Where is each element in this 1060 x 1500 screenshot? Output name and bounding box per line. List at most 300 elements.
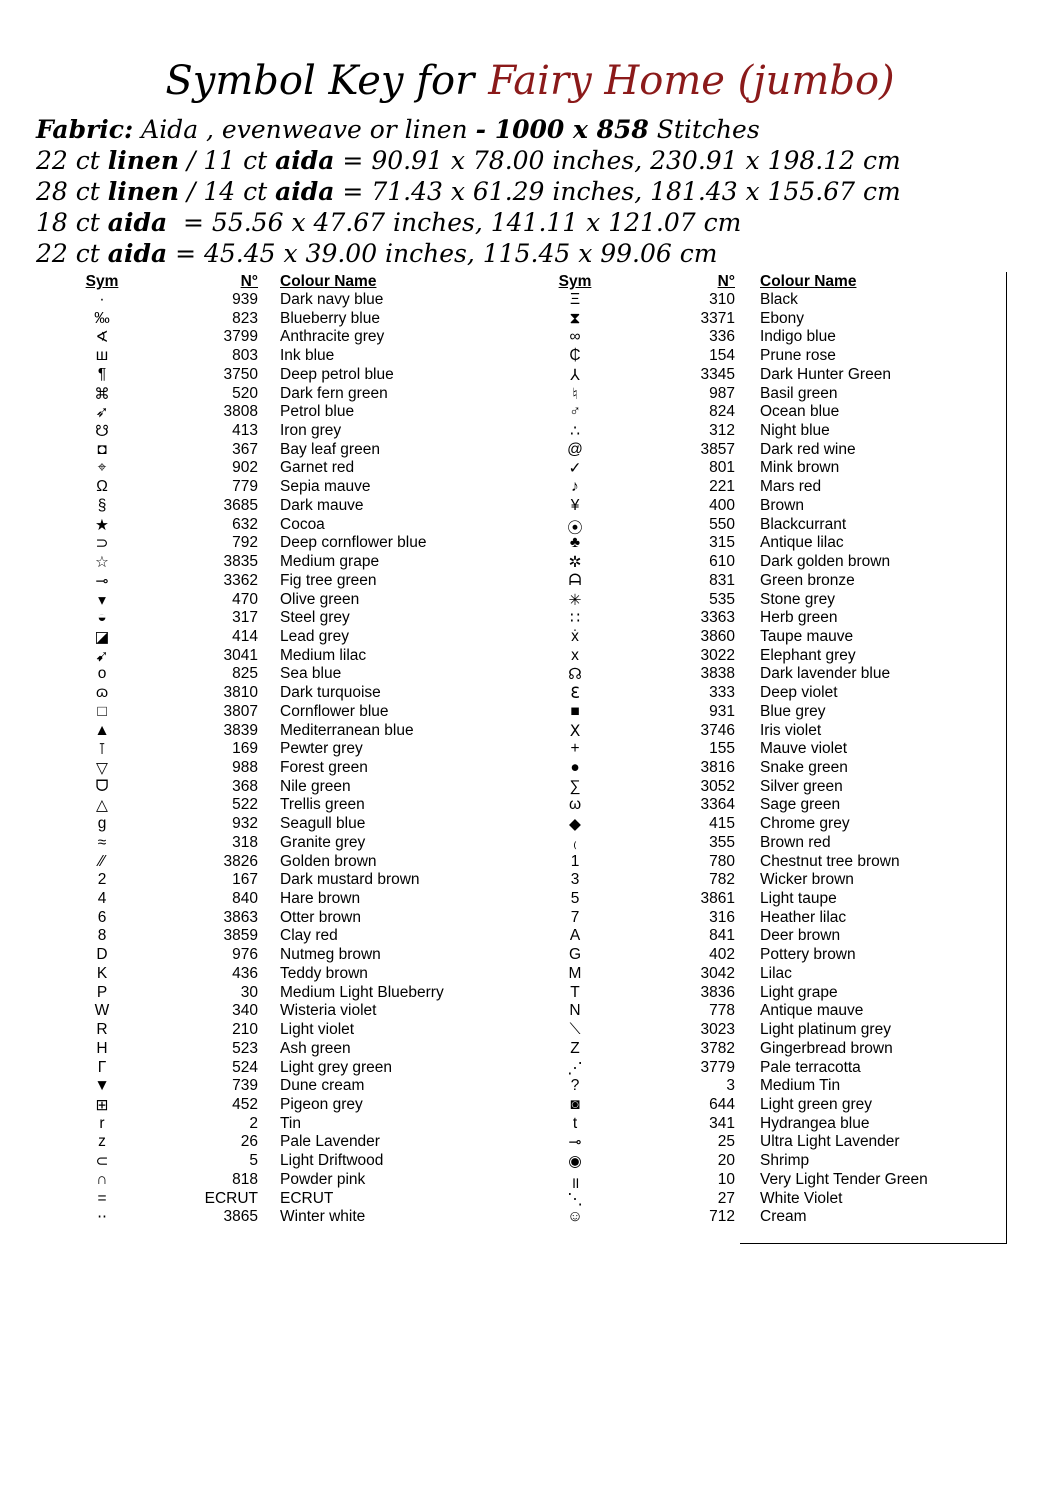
left-colour-name: Powder pink	[280, 1170, 366, 1188]
right-colour-name: Dark Hunter Green	[760, 365, 891, 383]
right-colour-name: Chrome grey	[760, 815, 850, 833]
left-colour-name: Dune cream	[280, 1077, 365, 1095]
right-thread-number: 931	[709, 702, 735, 720]
left-thread-number: 3839	[223, 721, 258, 739]
right-symbol: ♪	[571, 478, 579, 496]
left-colour-name: Cornflower blue	[280, 702, 389, 720]
left-thread-number: 825	[232, 665, 258, 683]
left-symbol: ⌖	[97, 459, 107, 477]
left-thread-number: 3810	[223, 684, 258, 702]
left-colour-name: Ink blue	[280, 347, 335, 365]
left-symbol: 2	[97, 871, 107, 889]
size-count: 28 ct	[36, 177, 108, 206]
right-colour-name: Dark red wine	[760, 440, 856, 458]
size-count: 22 ct	[36, 239, 108, 268]
right-colour-name: Mink brown	[760, 459, 840, 477]
right-symbol: @	[567, 440, 583, 458]
left-colour-name: ECRUT	[280, 1189, 334, 1207]
right-colour-name: Prune rose	[760, 347, 836, 365]
right-colour-name: Gingerbread brown	[760, 1039, 893, 1057]
right-thread-number: 780	[709, 852, 735, 870]
left-colour-name: Nutmeg brown	[280, 946, 381, 964]
right-symbol: 7	[570, 908, 580, 926]
left-thread-number: 26	[240, 1133, 258, 1151]
left-colour-name: Light Driftwood	[280, 1152, 384, 1170]
left-thread-number: 210	[232, 1021, 258, 1039]
right-colour-name: Snake green	[760, 759, 848, 776]
size-fabric: aida	[275, 146, 335, 175]
right-colour-name: Indigo blue	[760, 328, 836, 346]
right-colour-name: Herb green	[760, 609, 838, 627]
left-thread-number: 413	[232, 422, 258, 440]
left-symbol: 4	[97, 890, 107, 908]
left-thread-number: 169	[232, 740, 258, 758]
right-thread-number: 3042	[700, 964, 735, 982]
left-colour-name: Granite grey	[280, 833, 366, 851]
left-colour-name: Olive green	[280, 590, 360, 608]
left-thread-number: 524	[232, 1058, 258, 1076]
title-prefix: Symbol Key for	[165, 58, 475, 104]
left-thread-number: 976	[232, 946, 258, 964]
left-colour-name: Steel grey	[280, 609, 350, 627]
left-thread-number: 632	[232, 515, 258, 533]
right-thread-number: 3	[726, 1077, 735, 1095]
right-thread-number: 801	[709, 459, 735, 477]
right-header-sym: Sym	[558, 273, 592, 290]
left-thread-number: 523	[232, 1039, 258, 1057]
right-header-num: N°	[717, 273, 735, 290]
right-colour-name: Brown	[760, 496, 804, 514]
left-thread-number: 818	[232, 1170, 258, 1188]
left-colour-name: Otter brown	[280, 908, 361, 926]
left-header-colour-name: Colour Name	[280, 273, 377, 290]
left-thread-number: 522	[232, 796, 258, 814]
left-colour-name: Petrol blue	[280, 403, 355, 421]
right-thread-number: 778	[709, 1002, 735, 1020]
right-thread-number: 3857	[700, 440, 735, 458]
right-colour-name: Very Light Tender Green	[760, 1170, 928, 1188]
right-colour-name: Night blue	[760, 422, 830, 440]
left-colour-name: Deep cornflower blue	[280, 534, 427, 552]
left-colour-name: Dark mauve	[280, 496, 364, 514]
right-symbol: ᗩ	[568, 571, 582, 589]
right-colour-name: Iris violet	[760, 721, 822, 739]
left-symbol: ◘	[97, 440, 107, 458]
left-thread-number: ECRUT	[204, 1189, 258, 1207]
right-thread-number: 3363	[700, 609, 735, 627]
right-thread-number: 535	[709, 590, 735, 608]
left-symbol: △	[96, 797, 108, 815]
left-colour-name: Iron grey	[280, 422, 342, 440]
left-symbol: ☋	[95, 423, 109, 441]
right-thread-number: 402	[709, 946, 735, 964]
left-symbol: ➶	[95, 404, 109, 422]
table-right-border	[1006, 272, 1007, 1244]
left-symbol: ◒	[97, 609, 107, 627]
right-colour-name: Blackcurrant	[760, 515, 847, 533]
right-symbol: ∞	[569, 328, 581, 346]
size-fabric: aida	[107, 239, 168, 268]
left-symbol: ▲	[94, 721, 110, 739]
left-symbol: =	[97, 1189, 107, 1207]
right-thread-number: 355	[709, 833, 735, 851]
left-thread-number: 30	[240, 983, 258, 1001]
left-thread-number: 414	[232, 627, 258, 645]
left-colour-name: Nile green	[280, 777, 351, 795]
left-symbol: ➹	[95, 647, 109, 665]
right-symbol: ◉	[568, 1153, 582, 1171]
right-thread-number: 3779	[700, 1058, 735, 1076]
left-thread-number: 2	[249, 1114, 258, 1132]
right-colour-name: Cream	[760, 1208, 807, 1226]
stitches-label: Stitches	[648, 115, 760, 144]
right-symbol: t	[572, 1114, 578, 1132]
left-colour-name: Medium Light Blueberry	[280, 983, 444, 1001]
right-symbol: x	[571, 646, 579, 664]
left-colour-name: Blueberry blue	[280, 309, 380, 327]
right-colour-name: Mauve violet	[760, 740, 848, 758]
right-symbol: ✳	[568, 591, 582, 609]
left-colour-name: Clay red	[280, 927, 338, 945]
left-symbol: ★	[95, 516, 109, 534]
left-symbol: H	[96, 1039, 108, 1057]
left-symbol: ⊃	[95, 535, 109, 553]
right-symbol: ♮	[572, 385, 578, 403]
left-colour-name: Hare brown	[280, 890, 361, 908]
right-colour-name: Sage green	[760, 796, 841, 814]
left-thread-number: 367	[232, 440, 258, 458]
right-symbol: Ⅹ	[569, 722, 581, 740]
left-thread-number: 823	[232, 309, 258, 327]
right-symbol: ॥	[570, 1174, 580, 1192]
right-colour-name: Light platinum grey	[760, 1021, 891, 1039]
right-thread-number: 400	[709, 496, 735, 514]
stitch-count: 1000 x 858	[494, 115, 649, 144]
right-thread-number: 3836	[700, 983, 735, 1001]
right-symbol: ω	[568, 796, 582, 814]
right-thread-number: 550	[709, 515, 735, 533]
right-thread-number: 10	[717, 1170, 735, 1188]
left-thread-number: 317	[232, 609, 258, 627]
left-symbol: ⌘	[94, 385, 110, 403]
left-symbol: Ω	[96, 478, 108, 496]
size-count: / 11 ct	[179, 146, 276, 175]
right-thread-number: 712	[709, 1208, 735, 1226]
left-symbol: ▾	[98, 591, 106, 609]
right-colour-name: Basil green	[760, 384, 838, 402]
left-symbol: ⊞	[95, 1096, 109, 1114]
left-thread-number: 779	[232, 478, 258, 496]
left-symbol: ⊂	[95, 1153, 109, 1171]
left-thread-number: 3863	[223, 908, 258, 926]
fabric-dash: -	[475, 115, 495, 144]
left-colour-name: Ash green	[280, 1039, 351, 1057]
page-title	[0, 58, 1060, 104]
left-thread-number: 436	[232, 964, 258, 982]
left-colour-name: Fig tree green	[280, 571, 377, 589]
right-colour-name: Lilac	[760, 964, 792, 982]
left-symbol: r	[99, 1114, 105, 1132]
right-colour-name: Blue grey	[760, 702, 826, 720]
left-symbol: o	[97, 665, 107, 683]
right-colour-name: Taupe mauve	[760, 627, 854, 645]
right-thread-number: 154	[709, 347, 735, 365]
size-count: 22 ct	[36, 146, 108, 175]
right-colour-name: Silver green	[760, 777, 843, 795]
right-colour-name: Pottery brown	[760, 946, 856, 964]
size-count: 18 ct	[36, 208, 108, 237]
left-symbol: K	[96, 964, 108, 982]
right-symbol: ✓	[568, 460, 582, 478]
right-thread-number: 3782	[700, 1039, 735, 1057]
left-colour-name: Lead grey	[280, 627, 349, 645]
right-thread-number: 315	[709, 534, 735, 552]
left-thread-number: 368	[232, 777, 258, 795]
size-count: / 14 ct	[179, 177, 276, 206]
right-thread-number: 333	[709, 684, 735, 702]
right-thread-number: 782	[709, 871, 735, 889]
size-line-18ct-aida	[36, 207, 901, 238]
left-symbol: ▽	[96, 760, 108, 777]
right-symbol: ◆	[569, 816, 581, 834]
left-thread-number: 932	[232, 815, 258, 833]
left-symbol: 8	[97, 927, 107, 945]
left-symbol: ⊺	[97, 741, 107, 759]
size-dimensions: = 90.91 x 78.00 inches, 230.91 x 198.12 cm	[334, 146, 901, 175]
size-line-22ct-aida	[36, 238, 901, 269]
right-colour-name: Light green grey	[760, 1095, 873, 1113]
right-symbol: ∷	[570, 610, 580, 628]
left-colour-name: Wisteria violet	[280, 1002, 377, 1020]
right-thread-number: 3371	[700, 309, 735, 327]
right-thread-number: 310	[709, 291, 735, 308]
left-symbol: ·	[99, 291, 105, 308]
right-thread-number: 610	[709, 553, 735, 571]
right-symbol: A	[569, 927, 581, 945]
left-colour-name: Light grey green	[280, 1058, 393, 1076]
left-symbol: ☆	[95, 554, 109, 572]
left-thread-number: 520	[232, 384, 258, 402]
right-symbol: ⋰	[567, 1059, 583, 1077]
right-symbol: G	[568, 946, 582, 964]
right-symbol: ⅄	[570, 366, 580, 384]
right-symbol: +	[570, 740, 580, 758]
right-symbol: 3	[570, 871, 580, 889]
right-thread-number: 3746	[700, 721, 735, 739]
right-colour-name: Ultra Light Lavender	[760, 1133, 900, 1151]
left-colour-name: Tin	[280, 1114, 301, 1132]
left-thread-number: 3807	[223, 702, 258, 720]
left-colour-name: Sea blue	[280, 665, 342, 683]
right-colour-name: Ocean blue	[760, 403, 840, 421]
right-colour-name: Ebony	[760, 309, 804, 327]
left-thread-number: 5	[249, 1152, 258, 1170]
left-colour-name: Light violet	[280, 1021, 355, 1039]
right-thread-number: 3052	[700, 777, 735, 795]
right-symbol: ⋱	[567, 1190, 583, 1208]
right-thread-number: 20	[717, 1152, 735, 1170]
right-thread-number: 316	[709, 908, 735, 926]
right-colour-name: Medium Tin	[760, 1077, 841, 1095]
left-thread-number: 470	[232, 590, 258, 608]
fabric-line	[36, 114, 901, 145]
right-thread-number: 27	[717, 1189, 735, 1207]
right-thread-number: 831	[709, 571, 735, 589]
left-colour-name: Winter white	[280, 1208, 366, 1226]
right-thread-number: 3023	[700, 1021, 735, 1039]
right-symbol: ⧗	[569, 309, 581, 327]
left-thread-number: 3799	[223, 328, 258, 346]
left-symbol: ⁄⁄	[99, 852, 105, 870]
left-thread-number: 3865	[223, 1208, 258, 1226]
right-symbol: 1	[570, 852, 580, 870]
left-symbol: ∢	[95, 329, 109, 347]
right-colour-name: Wicker brown	[760, 871, 854, 889]
table-bottom-border	[740, 1243, 1007, 1244]
left-thread-number: 3041	[223, 646, 258, 664]
left-colour-name: Teddy brown	[280, 964, 368, 982]
left-colour-name: Garnet red	[280, 459, 355, 477]
left-thread-number: 452	[232, 1095, 258, 1113]
right-thread-number: 987	[709, 384, 735, 402]
right-thread-number: 415	[709, 815, 735, 833]
right-symbol: ℇ	[570, 685, 580, 703]
left-colour-name: Dark fern green	[280, 384, 388, 402]
right-thread-number: 3861	[700, 890, 735, 908]
left-colour-name: Sepia mauve	[280, 478, 371, 496]
left-symbol: ≈	[97, 833, 107, 851]
right-symbol: 5	[570, 890, 580, 908]
left-symbol: ɷ	[95, 684, 109, 702]
right-colour-name: Hydrangea blue	[760, 1114, 870, 1132]
left-colour-name: Cocoa	[280, 515, 325, 533]
right-colour-name: Light grape	[760, 983, 838, 1001]
left-thread-number: 792	[232, 534, 258, 552]
right-thread-number: 221	[709, 478, 735, 496]
left-header-sym: Sym	[85, 273, 119, 290]
right-colour-name: Elephant grey	[760, 646, 856, 664]
right-symbol: ●	[570, 759, 580, 776]
right-colour-name: Deer brown	[760, 927, 841, 945]
left-thread-number: 3362	[223, 571, 258, 589]
right-symbol: ¥	[570, 496, 580, 514]
right-colour-name: Black	[760, 291, 798, 308]
left-header-num: N°	[240, 273, 258, 290]
right-symbol: T	[570, 983, 580, 1001]
right-symbol: ⊸	[568, 1134, 582, 1152]
right-colour-name: White Violet	[760, 1189, 843, 1207]
size-dimensions: = 55.56 x 47.67 inches, 141.11 x 121.07 cm	[167, 208, 742, 237]
left-colour-name: Pale Lavender	[280, 1133, 380, 1151]
left-thread-number: 3859	[223, 927, 258, 945]
right-symbol: ♣	[569, 534, 581, 552]
right-thread-number: 336	[709, 328, 735, 346]
left-thread-number: 3835	[223, 553, 258, 571]
fabric-label: Fabric:	[36, 115, 134, 144]
left-colour-name: Golden brown	[280, 852, 377, 870]
left-thread-number: 840	[232, 890, 258, 908]
right-symbol: ◙	[570, 1095, 580, 1113]
left-colour-name: Dark turquoise	[280, 684, 381, 702]
right-thread-number: 3860	[700, 627, 735, 645]
left-thread-number: 939	[232, 291, 258, 308]
left-colour-name: Forest green	[280, 759, 368, 776]
left-thread-number: 340	[232, 1002, 258, 1020]
left-symbol: §	[97, 496, 107, 514]
left-colour-name: Seagull blue	[280, 815, 366, 833]
right-symbol: M	[568, 964, 582, 982]
left-colour-name: Medium grape	[280, 553, 380, 571]
right-header-colour-name: Colour Name	[760, 273, 857, 290]
left-symbol: ▼	[94, 1077, 110, 1095]
left-thread-number: 902	[232, 459, 258, 477]
size-line-28ct-linen	[36, 176, 901, 207]
left-colour-name: Dark mustard brown	[280, 871, 420, 889]
right-symbol: ■	[570, 702, 580, 720]
right-thread-number: 3022	[700, 646, 735, 664]
left-symbol: g	[97, 815, 107, 833]
left-colour-name: Trellis green	[280, 796, 365, 814]
right-colour-name: Pale terracotta	[760, 1058, 861, 1076]
size-fabric: linen	[107, 146, 180, 175]
left-colour-name: Pigeon grey	[280, 1095, 363, 1113]
left-thread-number: 803	[232, 347, 258, 365]
size-fabric: linen	[107, 177, 180, 206]
left-colour-name: Anthracite grey	[280, 328, 385, 346]
left-symbol: ◪	[94, 628, 110, 646]
right-symbol: ⦿	[567, 519, 583, 537]
left-thread-number: 318	[232, 833, 258, 851]
size-dimensions: = 71.43 x 61.29 inches, 181.43 x 155.67 cm	[334, 177, 901, 206]
left-thread-number: 3750	[223, 365, 258, 383]
size-line-22ct-linen	[36, 145, 901, 176]
right-colour-name: Light taupe	[760, 890, 837, 908]
right-colour-name: Shrimp	[760, 1152, 810, 1170]
right-symbol: Ξ	[569, 291, 581, 308]
left-colour-name: Pewter grey	[280, 740, 363, 758]
right-symbol: ✲	[568, 554, 582, 572]
right-thread-number: 644	[709, 1095, 735, 1113]
left-colour-name: Dark navy blue	[280, 291, 384, 308]
left-colour-name: Bay leaf green	[280, 440, 380, 458]
left-symbol: ш	[95, 347, 109, 365]
left-symbol: □	[97, 702, 107, 720]
right-symbol: ☊	[568, 666, 582, 684]
size-fabric: aida	[275, 177, 335, 206]
left-thread-number: 3826	[223, 852, 258, 870]
left-symbol: ¶	[97, 365, 107, 383]
size-fabric: aida	[107, 208, 168, 237]
title-pattern-name: Fairy Home (jumbo)	[488, 58, 895, 104]
left-thread-number: 167	[232, 871, 258, 889]
right-symbol: Z	[570, 1039, 580, 1057]
right-thread-number: 341	[709, 1114, 735, 1132]
left-colour-name: Mediterranean blue	[280, 721, 414, 739]
right-thread-number: 25	[717, 1133, 735, 1151]
left-symbol: Γ	[97, 1058, 107, 1076]
left-symbol: D	[96, 946, 108, 964]
right-symbol: ⟍	[569, 1021, 581, 1039]
left-symbol: P	[96, 983, 108, 1001]
right-symbol: ☺	[567, 1208, 583, 1226]
left-colour-name: Deep petrol blue	[280, 365, 394, 383]
left-thread-number: 739	[232, 1077, 258, 1095]
left-symbol: ⊸	[95, 572, 109, 590]
right-colour-name: Dark lavender blue	[760, 665, 891, 683]
right-colour-name: Antique mauve	[760, 1002, 864, 1020]
right-symbol: N	[569, 1002, 581, 1020]
right-colour-name: Antique lilac	[760, 534, 844, 552]
